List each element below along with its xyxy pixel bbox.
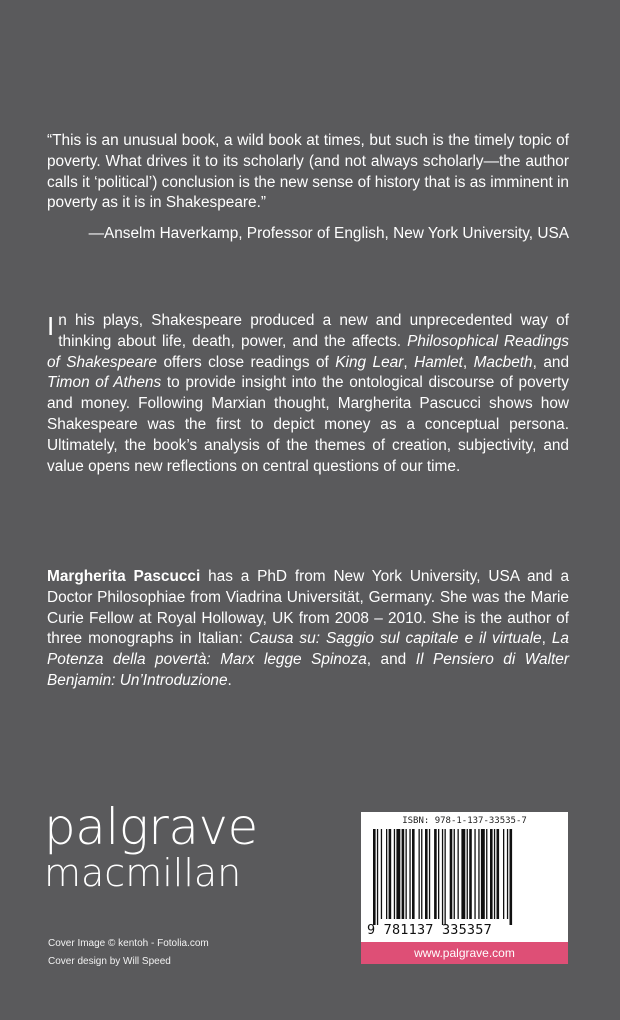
barcode-bar bbox=[377, 829, 378, 925]
endorsement-quote bbox=[47, 131, 569, 214]
barcode-bar bbox=[409, 829, 410, 919]
separator: , and bbox=[366, 651, 416, 669]
blurb-text: to provide insight into the ontological discourse of poverty and money. Following Marxian thought, Margherita Pascucci shows how Shakespeare was the first to depict money as a conceptual persona. Ultimately, the book’s analysis of the themes of creation, subjectivity, and value opens new reflections on central questions of our time. bbox=[47, 374, 569, 475]
barcode-bar bbox=[454, 829, 455, 919]
blurb-text: n his plays, Shakespeare produced a new and unprecedented way of thinking about life, death, power, and the affects. bbox=[58, 312, 569, 350]
barcode-bar bbox=[381, 829, 382, 919]
barcode-bar bbox=[421, 829, 422, 919]
monograph-title: La Potenza della povertà: Marx legge Spinoza bbox=[47, 630, 569, 669]
book-title: Philosophical Readings of Shakespeare bbox=[47, 332, 569, 371]
barcode-bar bbox=[486, 829, 487, 919]
cover-image-credit: Cover Image © kentoh - Fotolia.com bbox=[48, 938, 209, 949]
barcode-bar bbox=[510, 829, 513, 925]
barcode-bar bbox=[396, 829, 400, 919]
barcode-bar bbox=[481, 829, 485, 919]
author-bio bbox=[47, 567, 569, 692]
play-title: Timon of Athens bbox=[47, 374, 162, 392]
publisher-url[interactable]: www.palgrave.com bbox=[361, 942, 568, 964]
barcode-bar bbox=[412, 829, 415, 919]
barcode-bar bbox=[474, 829, 475, 919]
barcode-bars bbox=[373, 829, 556, 925]
separator: , bbox=[403, 353, 415, 371]
barcode-bar bbox=[507, 829, 508, 919]
barcode-bar bbox=[458, 829, 459, 919]
barcode-bar bbox=[434, 829, 437, 919]
barcode-bar bbox=[461, 829, 465, 919]
isbn-label: ISBN: 978-1-137-33535-7 bbox=[402, 816, 527, 826]
logo-line-macmillan: macmillan bbox=[44, 851, 242, 895]
cover-design-credit: Cover design by Will Speed bbox=[48, 956, 171, 967]
barcode-bar bbox=[406, 829, 407, 919]
barcode-bar bbox=[490, 829, 493, 919]
barcode-bar bbox=[425, 829, 428, 919]
barcode-bar bbox=[450, 829, 453, 919]
barcode-bar bbox=[386, 829, 387, 919]
bio-text: has a PhD from New York University, USA and a Doctor Philosophiae from Viadrina Universität, Germany. She was the Marie Curie Fellow at Royal Holloway, UK from 2008 – 2010. She is the author of three monographs in Italian: bbox=[47, 568, 569, 648]
barcode-bar bbox=[429, 829, 430, 919]
barcode-bar bbox=[494, 829, 495, 919]
author-name: Margherita Pascucci bbox=[47, 568, 201, 585]
monograph-title: Causa su: Saggio sul capitale e il virtuale bbox=[248, 630, 542, 648]
barcode-digits: 9 781137 335357 bbox=[367, 922, 492, 938]
barcode-bar bbox=[442, 829, 443, 925]
play-title: Macbeth bbox=[473, 353, 533, 371]
barcode-bar bbox=[419, 829, 420, 919]
play-title: King Lear bbox=[335, 353, 404, 371]
barcode-bar bbox=[478, 829, 479, 919]
separator: , and bbox=[532, 353, 569, 371]
bio-end: . bbox=[227, 671, 232, 689]
barcode-bar bbox=[389, 829, 392, 919]
barcode-bar bbox=[503, 829, 504, 919]
barcode-bar bbox=[402, 829, 405, 919]
barcode-bar bbox=[394, 829, 395, 919]
barcode-bar bbox=[373, 829, 376, 925]
book-description bbox=[47, 311, 569, 477]
logo-line-palgrave: palgrave bbox=[44, 798, 258, 856]
isbn-barcode-block bbox=[361, 812, 568, 964]
quote-attribution: —Anselm Haverkamp, Professor of English, New York University, USA bbox=[88, 225, 569, 242]
cover-credits bbox=[48, 935, 209, 971]
barcode-bar bbox=[469, 829, 472, 919]
play-title: Hamlet bbox=[414, 353, 463, 371]
drop-cap: I bbox=[47, 311, 55, 341]
barcode-bar bbox=[497, 829, 500, 919]
blurb-text: offers close readings of bbox=[157, 353, 336, 371]
barcode-bar bbox=[467, 829, 468, 919]
separator: , bbox=[541, 630, 552, 648]
separator: , bbox=[462, 353, 474, 371]
quote-text: “This is an unusual book, a wild book at times, but such is the timely topic of poverty. What drives it to its scholarly (and not always scholarly—the author calls it ‘political’) conclusion is the new sense of history that is as imminent in poverty as it is in Shakespeare.” bbox=[47, 132, 569, 212]
publisher-logo bbox=[44, 798, 258, 895]
barcode-bar bbox=[438, 829, 439, 919]
barcode-bar bbox=[445, 829, 446, 925]
monograph-title: Il Pensiero di Walter Benjamin: Un’Introduzione bbox=[47, 651, 569, 689]
